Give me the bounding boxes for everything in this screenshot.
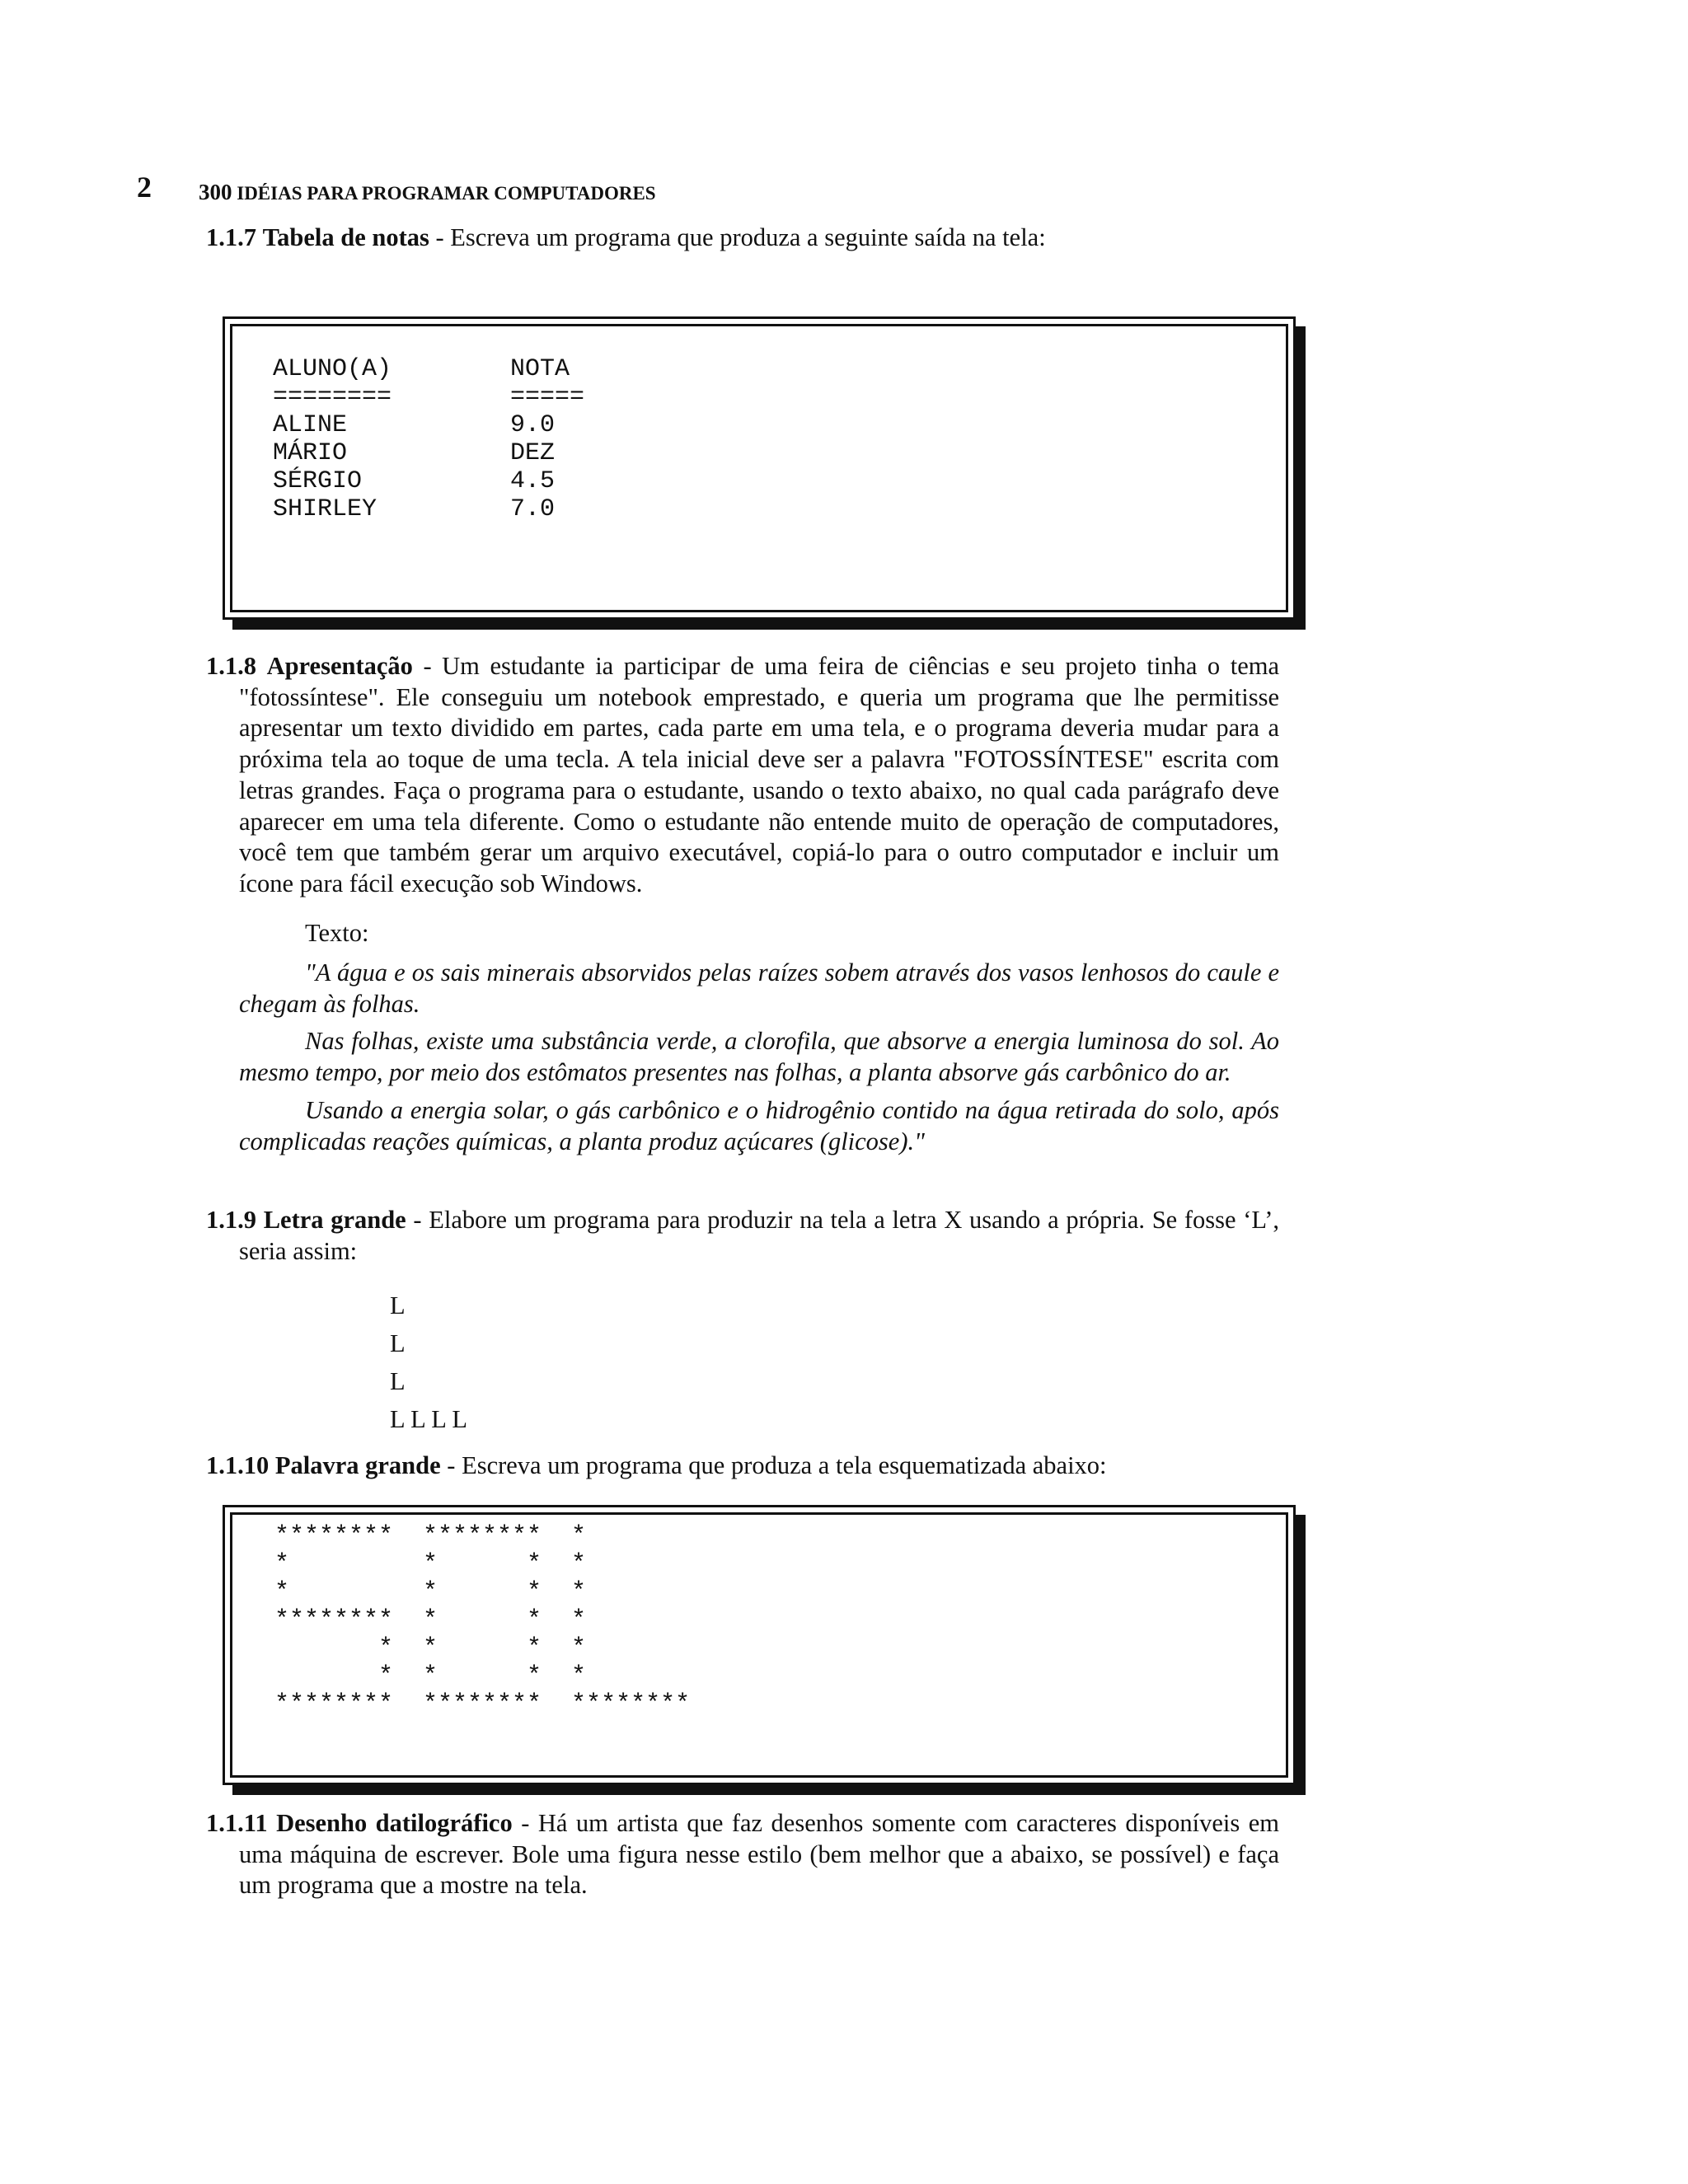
letter-l-line: L bbox=[390, 1291, 406, 1319]
section-title: Apresentação bbox=[266, 652, 413, 680]
ascii-art-line: ******** ******** ******** bbox=[274, 1690, 691, 1718]
table-cell-student: SHIRLEY bbox=[273, 495, 377, 523]
section-text: - Um estudante ia participar de uma feira de ciências e seu projeto tinha o tema "fotossíntese". Ele conseguiu um notebook emprestado, e queria um programa que lhe permitisse apresentar um texto dividido em partes, cada parte em uma tela, e o programa deveria mudar para a próxima tela ao toque de uma tecla. A tela inicial deve ser a palavra "FOTOSSÍNTESE" escrita com letras grandes. Faça o programa para o estudante, usando o texto abaixo, no qual cada parágrafo deve aparecer em uma tela diferente. Como o estudante não entende muito de operação de computadores, você tem que também gerar um arquivo executável, copiá-lo para o outro computador e incluir um ícone para fácil execução sob Windows. bbox=[239, 652, 1280, 898]
letter-l-line: L bbox=[390, 1367, 406, 1395]
section-number: 1.1.11 bbox=[206, 1809, 268, 1837]
section-text: - Há um artista que faz desenhos somente com caracteres disponíveis em uma máquina de escrever. Bole uma figura nesse estilo (bem melhor que a abaixo, se possível) e faça um programa que a mostre na tela. bbox=[239, 1809, 1280, 1900]
section-title: Desenho datilográfico bbox=[276, 1809, 513, 1837]
section-text: - Escreva um programa que produza a seguinte saída na tela: bbox=[429, 223, 1046, 251]
running-title-text: IDÉIAS PARA PROGRAMAR COMPUTADORES bbox=[237, 183, 656, 204]
running-title bbox=[199, 180, 656, 205]
letter-l-line: L L L L bbox=[390, 1405, 468, 1433]
section-title: Palavra grande bbox=[274, 1451, 441, 1479]
quote-paragraph: Usando a energia solar, o gás carbônico e o hidrogênio contido na água retirada do solo, após complicadas reações químicas, a planta produz açúcares (glicose)." bbox=[239, 1095, 1279, 1155]
table-cell-student: MÁRIO bbox=[273, 439, 348, 467]
section-title: Letra grande bbox=[263, 1206, 406, 1234]
grades-header-student: ALUNO(A) bbox=[273, 355, 392, 383]
ascii-art-line: * * * * bbox=[274, 1662, 587, 1690]
letter-l-line: L bbox=[390, 1329, 406, 1357]
ascii-art-line: * * * * bbox=[274, 1634, 587, 1662]
section-1-1-11 bbox=[206, 1808, 1279, 1901]
section-1-1-8-body bbox=[206, 651, 1279, 900]
section-number: 1.1.10 bbox=[206, 1451, 270, 1479]
ascii-art-line: ******** ******** * bbox=[274, 1522, 587, 1550]
quote-paragraph: "A água e os sais minerais absorvidos pelas raízes sobem através dos vasos lenhosos do caule e chegam às folhas. bbox=[239, 958, 1279, 1018]
ascii-art-line: ******** * * * bbox=[274, 1606, 587, 1634]
grades-header-grade: NOTA bbox=[510, 355, 570, 383]
ascii-art-line: * * * * bbox=[274, 1550, 587, 1578]
screen-output-big-word bbox=[223, 1505, 1296, 1785]
section-1-1-8 bbox=[206, 651, 1279, 900]
grades-separator-grade: ===== bbox=[510, 383, 585, 411]
section-1-1-9 bbox=[206, 1205, 1279, 1267]
table-cell-student: ALINE bbox=[273, 411, 348, 439]
section-text: - Elabore um programa para produzir na tela a letra X usando a própria. Se fosse ‘L’, seria assim: bbox=[239, 1206, 1280, 1265]
ascii-art-line: * * * * bbox=[274, 1578, 587, 1606]
section-number: 1.1.8 bbox=[206, 652, 256, 680]
texto-label: Texto: bbox=[305, 919, 369, 947]
section-1-1-9-body bbox=[206, 1205, 1279, 1267]
section-number: 1.1.7 bbox=[206, 223, 256, 251]
table-cell-student: SÉRGIO bbox=[273, 467, 363, 495]
running-title-number: 300 bbox=[199, 180, 232, 204]
section-1-1-11-body bbox=[206, 1808, 1279, 1901]
table-cell-grade: DEZ bbox=[510, 439, 556, 467]
table-cell-grade: 4.5 bbox=[510, 467, 556, 495]
section-title: Tabela de notas bbox=[262, 223, 429, 251]
table-cell-grade: 7.0 bbox=[510, 495, 556, 523]
section-1-1-7-heading bbox=[206, 223, 1279, 254]
photosynthesis-quote bbox=[239, 958, 1279, 1157]
section-text: - Escreva um programa que produza a tela esquematizada abaixo: bbox=[440, 1451, 1107, 1479]
section-number: 1.1.9 bbox=[206, 1206, 256, 1234]
table-cell-grade: 9.0 bbox=[510, 411, 556, 439]
quote-paragraph: Nas folhas, existe uma substância verde, a clorofila, que absorve a energia luminosa do sol. Ao mesmo tempo, por meio dos estômatos presentes nas folhas, a planta absorve gás carbônico do ar. bbox=[239, 1027, 1279, 1087]
page-number: 2 bbox=[137, 171, 152, 204]
grades-separator-student: ======== bbox=[273, 383, 392, 411]
section-1-1-10-heading bbox=[206, 1451, 1279, 1482]
screen-output-grades bbox=[223, 316, 1296, 620]
